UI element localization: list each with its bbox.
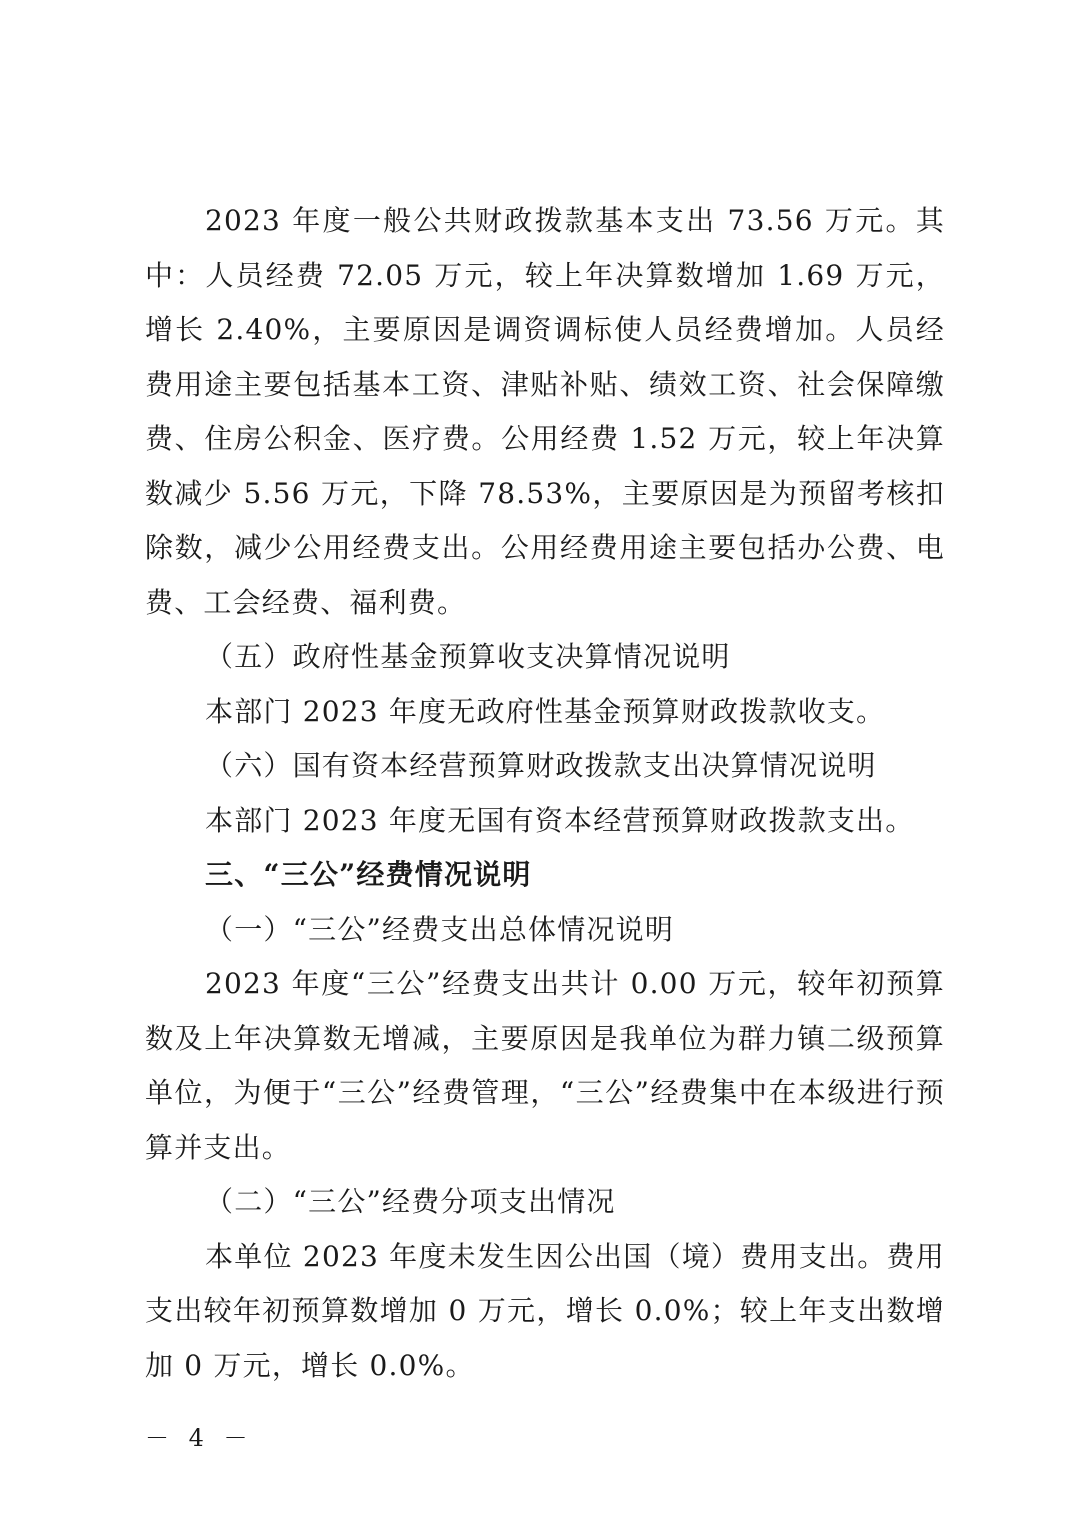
subheading-government-fund: （五）政府性基金预算收支决算情况说明	[205, 640, 731, 673]
paragraph-state-capital: 本部门 2023 年度无国有资本经营预算财政拨款支出。	[205, 803, 915, 837]
paragraph-three-public-overall: 2023 年度“三公”经费支出共计 0.00 万元，较年初预算数及上年决算数无增减，主要原因是我单位为群力镇二级预算单位，为便于“三公”经费管理，“三公”经费集中在本级进行预算并支出。	[145, 967, 945, 1164]
paragraph-basic-expenditure: 2023 年度一般公共财政拨款基本支出 73.56 万元。其中：人员经费 72.05 万元，较上年决算数增加 1.69 万元，增长 2.40%，主要原因是调资调标使人员经费增加。人员经费用途主要包括基本工资、津贴补贴、绩效工资、社会保障缴费、住房公积金、医疗费。公用经费 1.52 万元，较上年决算数减少 5.56 万元，下降 78.53%，主要原因是为预留考核扣除数，减少公用经费支出。公用经费用途主要包括办公费、电费、工会经费、福利费。	[145, 204, 945, 619]
page-number: － 4 －	[145, 1424, 254, 1452]
paragraph-government-fund: 本部门 2023 年度无政府性基金预算财政拨款收支。	[205, 694, 886, 728]
section-heading-three-public: 三、“三公”经费情况说明	[205, 858, 532, 891]
subheading-three-public-itemized: （二）“三公”经费分项支出情况	[205, 1185, 616, 1218]
subheading-state-capital: （六）国有资本经营预算财政拨款支出决算情况说明	[205, 749, 877, 782]
paragraph-three-public-itemized: 本单位 2023 年度未发生因公出国（境）费用支出。费用支出较年初预算数增加 0 万元，增长 0.0%；较上年支出数增加 0 万元，增长 0.0%。	[145, 1239, 945, 1382]
document-body	[145, 194, 945, 1393]
subheading-three-public-overall: （一）“三公”经费支出总体情况说明	[205, 912, 675, 946]
